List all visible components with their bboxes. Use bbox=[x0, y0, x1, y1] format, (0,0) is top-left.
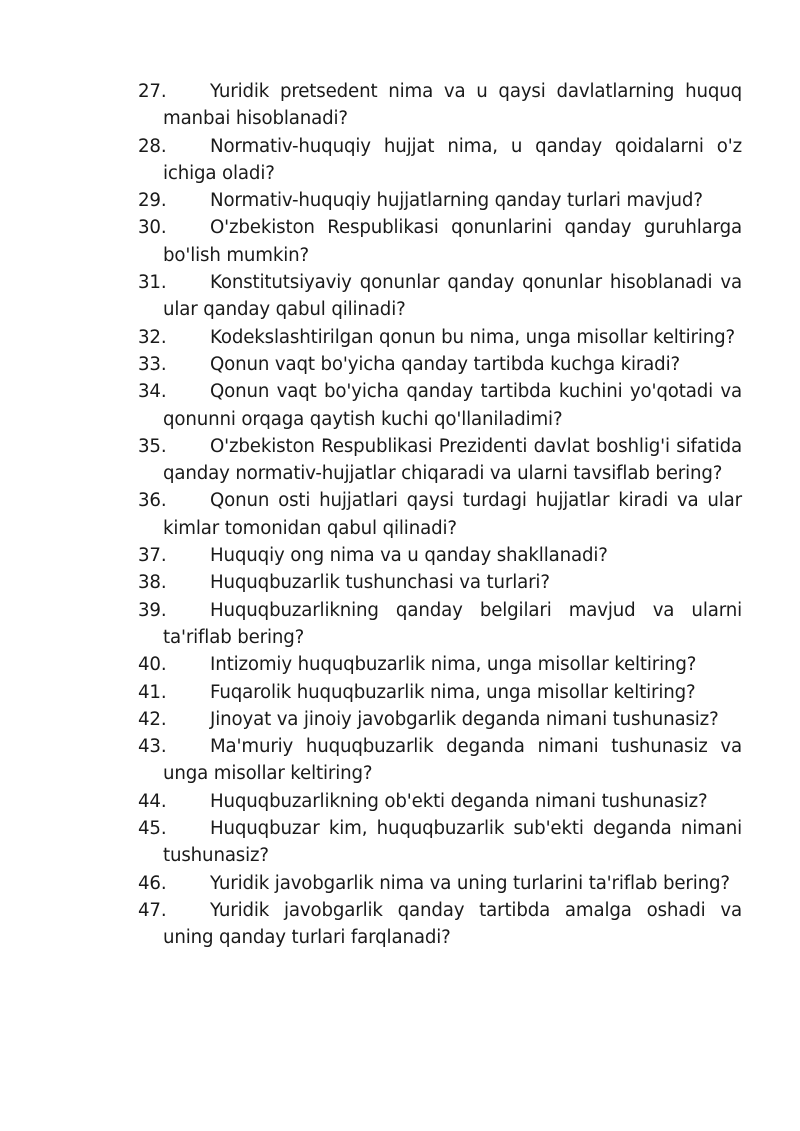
question-item bbox=[138, 324, 742, 351]
question-number: 31. bbox=[138, 272, 167, 294]
question-item bbox=[138, 679, 742, 706]
question-text: Intizomiy huquqbuzarlik nima, unga misollar keltiring? bbox=[210, 654, 697, 676]
question-item bbox=[138, 706, 742, 733]
question-text: Huquqbuzarlikning ob'ekti deganda nimani tushunasiz? bbox=[210, 790, 708, 812]
question-number: 43. bbox=[138, 736, 167, 758]
question-text: Jinoyat va jinoiy javobgarlik deganda nimani tushunasiz? bbox=[210, 708, 719, 730]
question-item bbox=[138, 78, 742, 133]
question-item bbox=[138, 187, 742, 214]
question-item bbox=[138, 487, 742, 542]
question-item bbox=[138, 597, 742, 652]
question-item bbox=[138, 788, 742, 815]
question-text: O'zbekiston Respublikasi Prezidenti davlat boshlig'i sifatida qanday normativ-hujjatlar chiqaradi va ularni tavsiflab bering? bbox=[163, 435, 742, 485]
question-text: Kodekslashtirilgan qonun bu nima, unga misollar keltiring? bbox=[210, 326, 736, 348]
question-text: O'zbekiston Respublikasi qonunlarini qanday guruhlarga bo'lish mumkin? bbox=[163, 217, 742, 266]
question-text: Normativ-huquqiy hujjat nima, u qanday qoidalarni o'z ichiga oladi? bbox=[163, 135, 742, 184]
question-item bbox=[138, 897, 742, 952]
question-item bbox=[138, 733, 742, 788]
question-number: 28. bbox=[138, 135, 167, 157]
question-number: 30. bbox=[138, 217, 167, 239]
question-text: Huquqbuzar kim, huquqbuzarlik sub'ekti deganda nimani tushunasiz? bbox=[163, 818, 742, 867]
question-text: Yuridik javobgarlik nima va uning turlarini ta'riflab bering? bbox=[210, 872, 730, 894]
question-number: 39. bbox=[138, 599, 167, 621]
question-text: Fuqarolik huquqbuzarlik nima, unga misollar keltiring? bbox=[210, 681, 696, 703]
question-text: Qonun osti hujjatlari qaysi turdagi hujjatlar kiradi va ular kimlar tomonidan qabul qilinadi? bbox=[163, 490, 742, 539]
question-number: 46. bbox=[138, 872, 167, 894]
question-text: Qonun vaqt bo'yicha qanday tartibda kuchga kiradi? bbox=[210, 353, 680, 375]
question-item bbox=[138, 133, 742, 188]
question-number: 34. bbox=[138, 381, 167, 403]
question-text: Konstitutsiyaviy qonunlar qanday qonunlar hisoblanadi va ular qanday qabul qilinadi? bbox=[163, 272, 742, 321]
question-item bbox=[138, 378, 742, 433]
question-text: Ma'muriy huquqbuzarlik deganda nimani tushunasiz va unga misollar keltiring? bbox=[163, 736, 742, 785]
question-number: 37. bbox=[138, 545, 167, 567]
question-text: Yuridik pretsedent nima va u qaysi davlatlarning huquq manbai hisoblanadi? bbox=[163, 81, 742, 130]
question-item bbox=[138, 214, 742, 269]
question-text: Normativ-huquqiy hujjatlarning qanday turlari mavjud? bbox=[210, 190, 703, 212]
question-item bbox=[138, 651, 742, 678]
question-item bbox=[138, 433, 742, 488]
question-text: Yuridik javobgarlik qanday tartibda amalga oshadi va uning qanday turlari farqlanadi? bbox=[163, 899, 742, 949]
question-item bbox=[138, 351, 742, 378]
question-item bbox=[138, 269, 742, 324]
question-number: 41. bbox=[138, 681, 167, 703]
question-number: 36. bbox=[138, 490, 167, 512]
question-number: 33. bbox=[138, 353, 167, 375]
question-number: 27. bbox=[138, 81, 167, 102]
question-number: 42. bbox=[138, 708, 167, 730]
question-text: Qonun vaqt bo'yicha qanday tartibda kuchini yo'qotadi va qonunni orqaga qaytish kuchi qo'llaniladimi? bbox=[163, 381, 742, 430]
question-item bbox=[138, 542, 742, 569]
question-text: Huquqbuzarlik tushunchasi va turlari? bbox=[210, 572, 550, 594]
question-number: 47. bbox=[138, 899, 167, 921]
question-number: 45. bbox=[138, 818, 167, 840]
question-item bbox=[138, 815, 742, 870]
question-item bbox=[138, 870, 742, 897]
question-number: 38. bbox=[138, 572, 167, 594]
question-item bbox=[138, 569, 742, 596]
question-number: 35. bbox=[138, 435, 167, 457]
question-text: Huquqbuzarlikning qanday belgilari mavjud va ularni ta'riflab bering? bbox=[163, 599, 742, 648]
question-number: 40. bbox=[138, 654, 167, 676]
question-text: Huquqiy ong nima va u qanday shakllanadi? bbox=[210, 545, 608, 567]
question-number: 32. bbox=[138, 326, 167, 348]
question-number: 29. bbox=[138, 190, 167, 212]
question-number: 44. bbox=[138, 790, 167, 812]
question-list bbox=[138, 78, 742, 952]
